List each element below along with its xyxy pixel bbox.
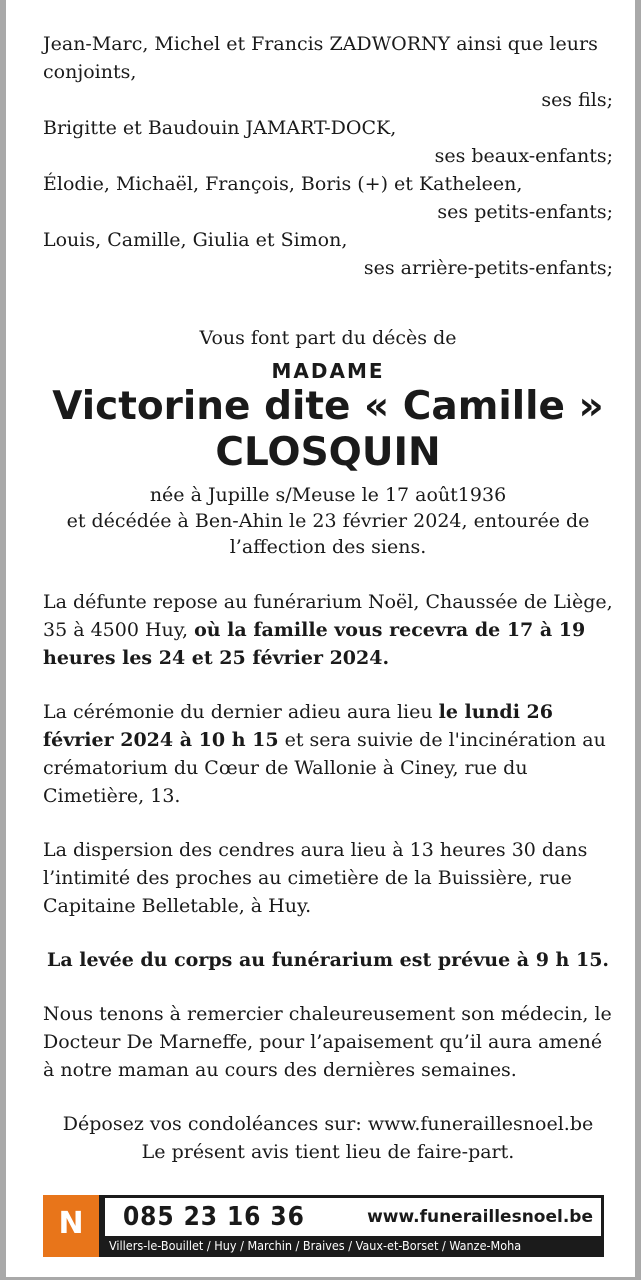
- sons-role: ses fils;: [541, 89, 613, 111]
- repose-bold: où la famille vous recevra de 17 à 19 heures les 24 et 25 février 2024.: [43, 619, 586, 669]
- great-grandchildren-role: ses arrière-petits-enfants;: [363, 257, 613, 279]
- thanks-paragraph: Nous tenons à remercier chaleureusement son médecin, le Docteur De Marneffe, pour l’apaisement qu’il aura amené à notre maman au cours des dernières semaines.: [43, 1003, 612, 1081]
- death-line1: et décédée à Ben-Ahin le 23 février 2024, entourée de: [66, 510, 590, 532]
- funeral-home-logo: [43, 1195, 99, 1257]
- website-link[interactable]: www.funeraillesnoel.be: [367, 1207, 593, 1227]
- grandchildren-role: ses petits-enfants;: [437, 201, 613, 223]
- honorific: MADAME: [271, 359, 385, 383]
- birth-line: née à Jupille s/Meuse le 17 août1936: [149, 484, 507, 506]
- great-grandchildren-names: Louis, Camille, Giulia et Simon,: [43, 229, 348, 251]
- locations-line: Villers-le-Bouillet / Huy / Marchin / Braives / Vaux-et-Borset / Wanze-Moha: [109, 1238, 522, 1253]
- ceremony-bold: le lundi 26 février 2024 à 10 h 15: [43, 701, 553, 751]
- inlaws-role: ses beaux-enfants;: [434, 145, 613, 167]
- birth-death-info: [43, 482, 613, 560]
- announcement-intro: Vous font part du décès de: [199, 327, 457, 349]
- obituary-text: [43, 30, 613, 1166]
- banner-info: [99, 1195, 604, 1257]
- grandchildren-names: Élodie, Michaël, François, Boris (+) et Katheleen,: [43, 173, 523, 195]
- dispersion-paragraph: La dispersion des cendres aura lieu à 13 heures 30 dans l’intimité des proches au cimetière de la Buissière, rue Capitaine Belletable, à Huy.: [43, 839, 588, 917]
- death-line2: l’affection des siens.: [229, 536, 427, 558]
- ceremony-paragraph: [43, 698, 613, 810]
- phone-number: 085 23 16 36: [123, 1202, 305, 1232]
- logo-letter: N: [58, 1206, 84, 1241]
- ceremony-text2: et sera suivie de l'incinération au crématorium du Cœur de Wallonie à Ciney, rue du Cimetière, 13.: [43, 729, 606, 807]
- repose-paragraph: [43, 588, 613, 672]
- deceased-name-line2: CLOSQUIN: [215, 430, 441, 475]
- ceremony-text1: La cérémonie du dernier adieu aura lieu: [43, 701, 439, 723]
- inlaws-names: Brigitte et Baudouin JAMART-DOCK,: [43, 117, 397, 139]
- faire-part-line: Le présent avis tient lieu de faire-part.: [141, 1141, 515, 1163]
- condolences-block: [43, 1110, 613, 1166]
- repose-text: La défunte repose au funérarium Noël, Chaussée de Liège, 35 à 4500 Huy,: [43, 591, 613, 641]
- funeral-home-banner: [43, 1195, 604, 1257]
- banner-contact: [105, 1198, 601, 1236]
- levee-paragraph: La levée du corps au funérarium est prévue à 9 h 15.: [46, 949, 610, 971]
- sons-names: Jean-Marc, Michel et Francis ZADWORNY ainsi que leurs conjoints,: [43, 33, 598, 83]
- deceased-name-line1: Victorine dite « Camille »: [52, 384, 604, 429]
- condolences-line: Déposez vos condoléances sur: www.funeraillesnoel.be: [62, 1113, 594, 1135]
